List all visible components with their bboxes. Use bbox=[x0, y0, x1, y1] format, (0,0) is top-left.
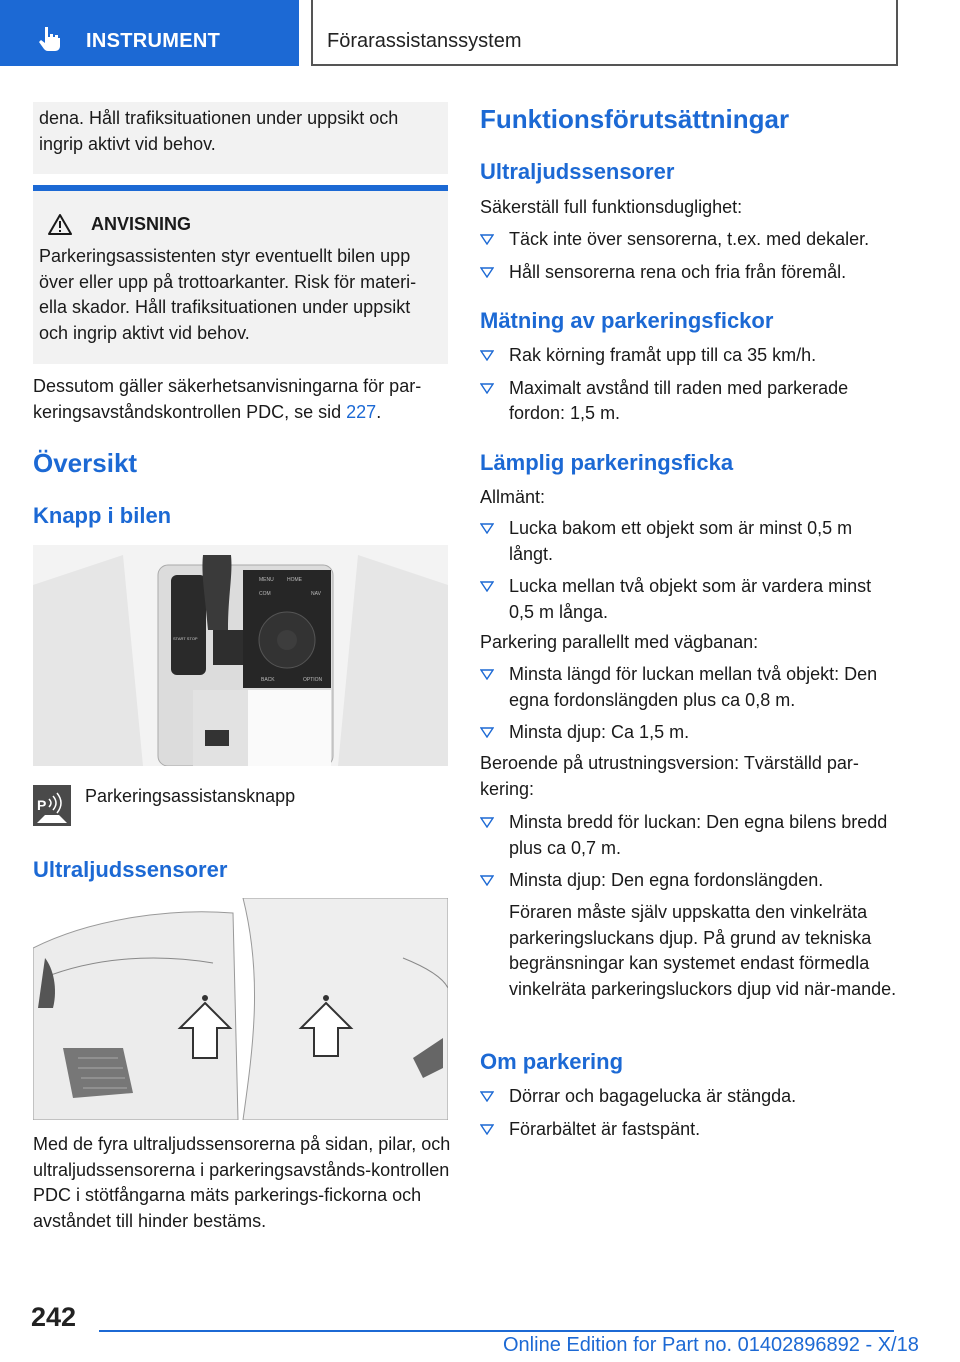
menu-label: MENU bbox=[259, 577, 274, 583]
list-item: Minsta längd för luckan mellan två objekt: Den egna fordonslängden plus ca 0,8 m. bbox=[480, 662, 900, 713]
triangle-bullet-icon bbox=[480, 727, 494, 738]
list-item: Håll sensorerna rena och fria från föremål. bbox=[480, 260, 900, 286]
list-item: Maximalt avstånd till raden med parkerade fordon: 1,5 m. bbox=[480, 376, 900, 427]
sensors-list bbox=[480, 227, 900, 285]
safety-text: Dessutom gäller säkerhetsanvisningarna för par-keringsavståndskontrollen PDC, se sid bbox=[33, 376, 422, 422]
suitable-space-heading: Lämplig parkeringsficka bbox=[480, 450, 734, 475]
button-heading: Knapp i bilen bbox=[33, 503, 172, 528]
sensors-description: Med de fyra ultraljudssensorerna på sidan, pilar, och ultraljudssensorerna i parkeringsavstånds-kontrollen PDC i stötfångarna mäts parkerings-fickorna och avståndet till hinder bestäms. bbox=[33, 1134, 451, 1231]
page-number: 242 bbox=[31, 1302, 77, 1332]
continued-warning-box bbox=[33, 102, 448, 174]
com-label: COM bbox=[259, 591, 271, 597]
notice-title: ANVISNING bbox=[91, 214, 192, 234]
triangle-bullet-icon bbox=[480, 234, 494, 245]
list-item: Täck inte över sensorerna, t.ex. med dekaler. bbox=[480, 227, 900, 253]
triangle-bullet-icon bbox=[480, 581, 494, 592]
list-item: Rak körning framåt upp till ca 35 km/h. bbox=[480, 343, 900, 369]
triangle-bullet-icon bbox=[480, 350, 494, 361]
measure-list bbox=[480, 343, 900, 427]
parking-list bbox=[480, 1084, 900, 1142]
overview-heading: Översikt bbox=[33, 448, 138, 478]
home-label: HOME bbox=[287, 577, 302, 583]
notice-text: Parkeringsassistenten styr eventuellt bilen upp över eller upp på trottoarkanter. Risk för materi-ella skador. Håll trafiksituationen under uppsikt och ingrip aktivt vid behov. bbox=[39, 246, 417, 343]
sensors-image bbox=[33, 898, 448, 1120]
triangle-bullet-icon bbox=[480, 267, 494, 278]
option-label: OPTION bbox=[303, 677, 323, 683]
perpendicular-note: Föraren måste själv uppskatta den vinkelräta parkeringsluckans djup. På grund av tekniska begränsningar kan systemet endast förmedla vinkelräta parkeringsluckors djup vid när-mande. bbox=[509, 902, 897, 999]
measure-heading: Mätning av parkeringsfickor bbox=[480, 308, 774, 333]
functional-prerequisites-heading: Funktionsförutsättningar bbox=[480, 104, 790, 134]
park-assist-icon bbox=[33, 785, 71, 826]
console-image bbox=[33, 545, 448, 766]
nav-label: NAV bbox=[311, 591, 321, 597]
list-item: Lucka mellan två objekt som är vardera minst 0,5 m långa. bbox=[480, 574, 900, 625]
triangle-bullet-icon bbox=[480, 875, 494, 886]
right-sensors-heading: Ultraljudssensorer bbox=[480, 159, 675, 184]
general-list bbox=[480, 516, 900, 625]
list-item: Minsta bredd för luckan: Den egna bilens bredd plus ca 0,7 m. bbox=[480, 810, 900, 861]
safety-text-end: . bbox=[376, 401, 382, 422]
footer-rule bbox=[99, 1330, 894, 1332]
list-item: Förarbältet är fastspänt. bbox=[480, 1117, 900, 1143]
parallel-list bbox=[480, 662, 900, 746]
list-item: Lucka bakom ett objekt som är minst 0,5 m långt. bbox=[480, 516, 900, 567]
perpendicular-label: Beroende på utrustningsversion: Tvärställd par-kering: bbox=[480, 753, 859, 799]
list-item: Dörrar och bagagelucka är stängda. bbox=[480, 1084, 900, 1110]
left-sensors-heading: Ultraljudssensorer bbox=[33, 857, 228, 882]
list-item: Minsta djup: Ca 1,5 m. bbox=[480, 720, 900, 746]
start-stop-label: START STOP bbox=[173, 636, 198, 641]
chapter-header bbox=[311, 0, 898, 66]
perpendicular-list bbox=[480, 810, 900, 894]
section-tab[interactable] bbox=[0, 0, 299, 66]
sensors-intro: Säkerställ full funktionsduglighet: bbox=[480, 197, 743, 217]
intro-text: dena. Håll trafiksituationen under uppsikt och ingrip aktivt vid behov. bbox=[39, 108, 399, 154]
triangle-bullet-icon bbox=[480, 1091, 494, 1102]
triangle-bullet-icon bbox=[480, 1124, 494, 1135]
back-label: BACK bbox=[261, 677, 275, 683]
section-title: INSTRUMENT bbox=[86, 30, 221, 52]
parallel-label: Parkering parallellt med vägbanan: bbox=[480, 632, 759, 652]
page-link[interactable]: 227 bbox=[346, 401, 377, 422]
triangle-bullet-icon bbox=[480, 669, 494, 680]
chapter-title: Förarassistanssystem bbox=[327, 30, 522, 52]
triangle-bullet-icon bbox=[480, 817, 494, 828]
edition-text[interactable]: Online Edition for Part no. 01402896892 - X/18 bbox=[503, 1334, 919, 1356]
general-label: Allmänt: bbox=[480, 487, 546, 507]
triangle-bullet-icon bbox=[480, 523, 494, 534]
warning-triangle-icon bbox=[48, 213, 72, 235]
notice-box bbox=[33, 191, 448, 364]
park-assist-caption: Parkeringsassistansknapp bbox=[85, 786, 296, 806]
safety-reference bbox=[33, 374, 453, 425]
console-illustration bbox=[33, 545, 448, 766]
hand-pointer-icon bbox=[38, 26, 62, 52]
svg-text:P: P bbox=[37, 797, 47, 813]
triangle-bullet-icon bbox=[480, 383, 494, 394]
parking-heading: Om parkering bbox=[480, 1049, 624, 1074]
list-item: Minsta djup: Den egna fordonslängden. bbox=[480, 868, 900, 894]
